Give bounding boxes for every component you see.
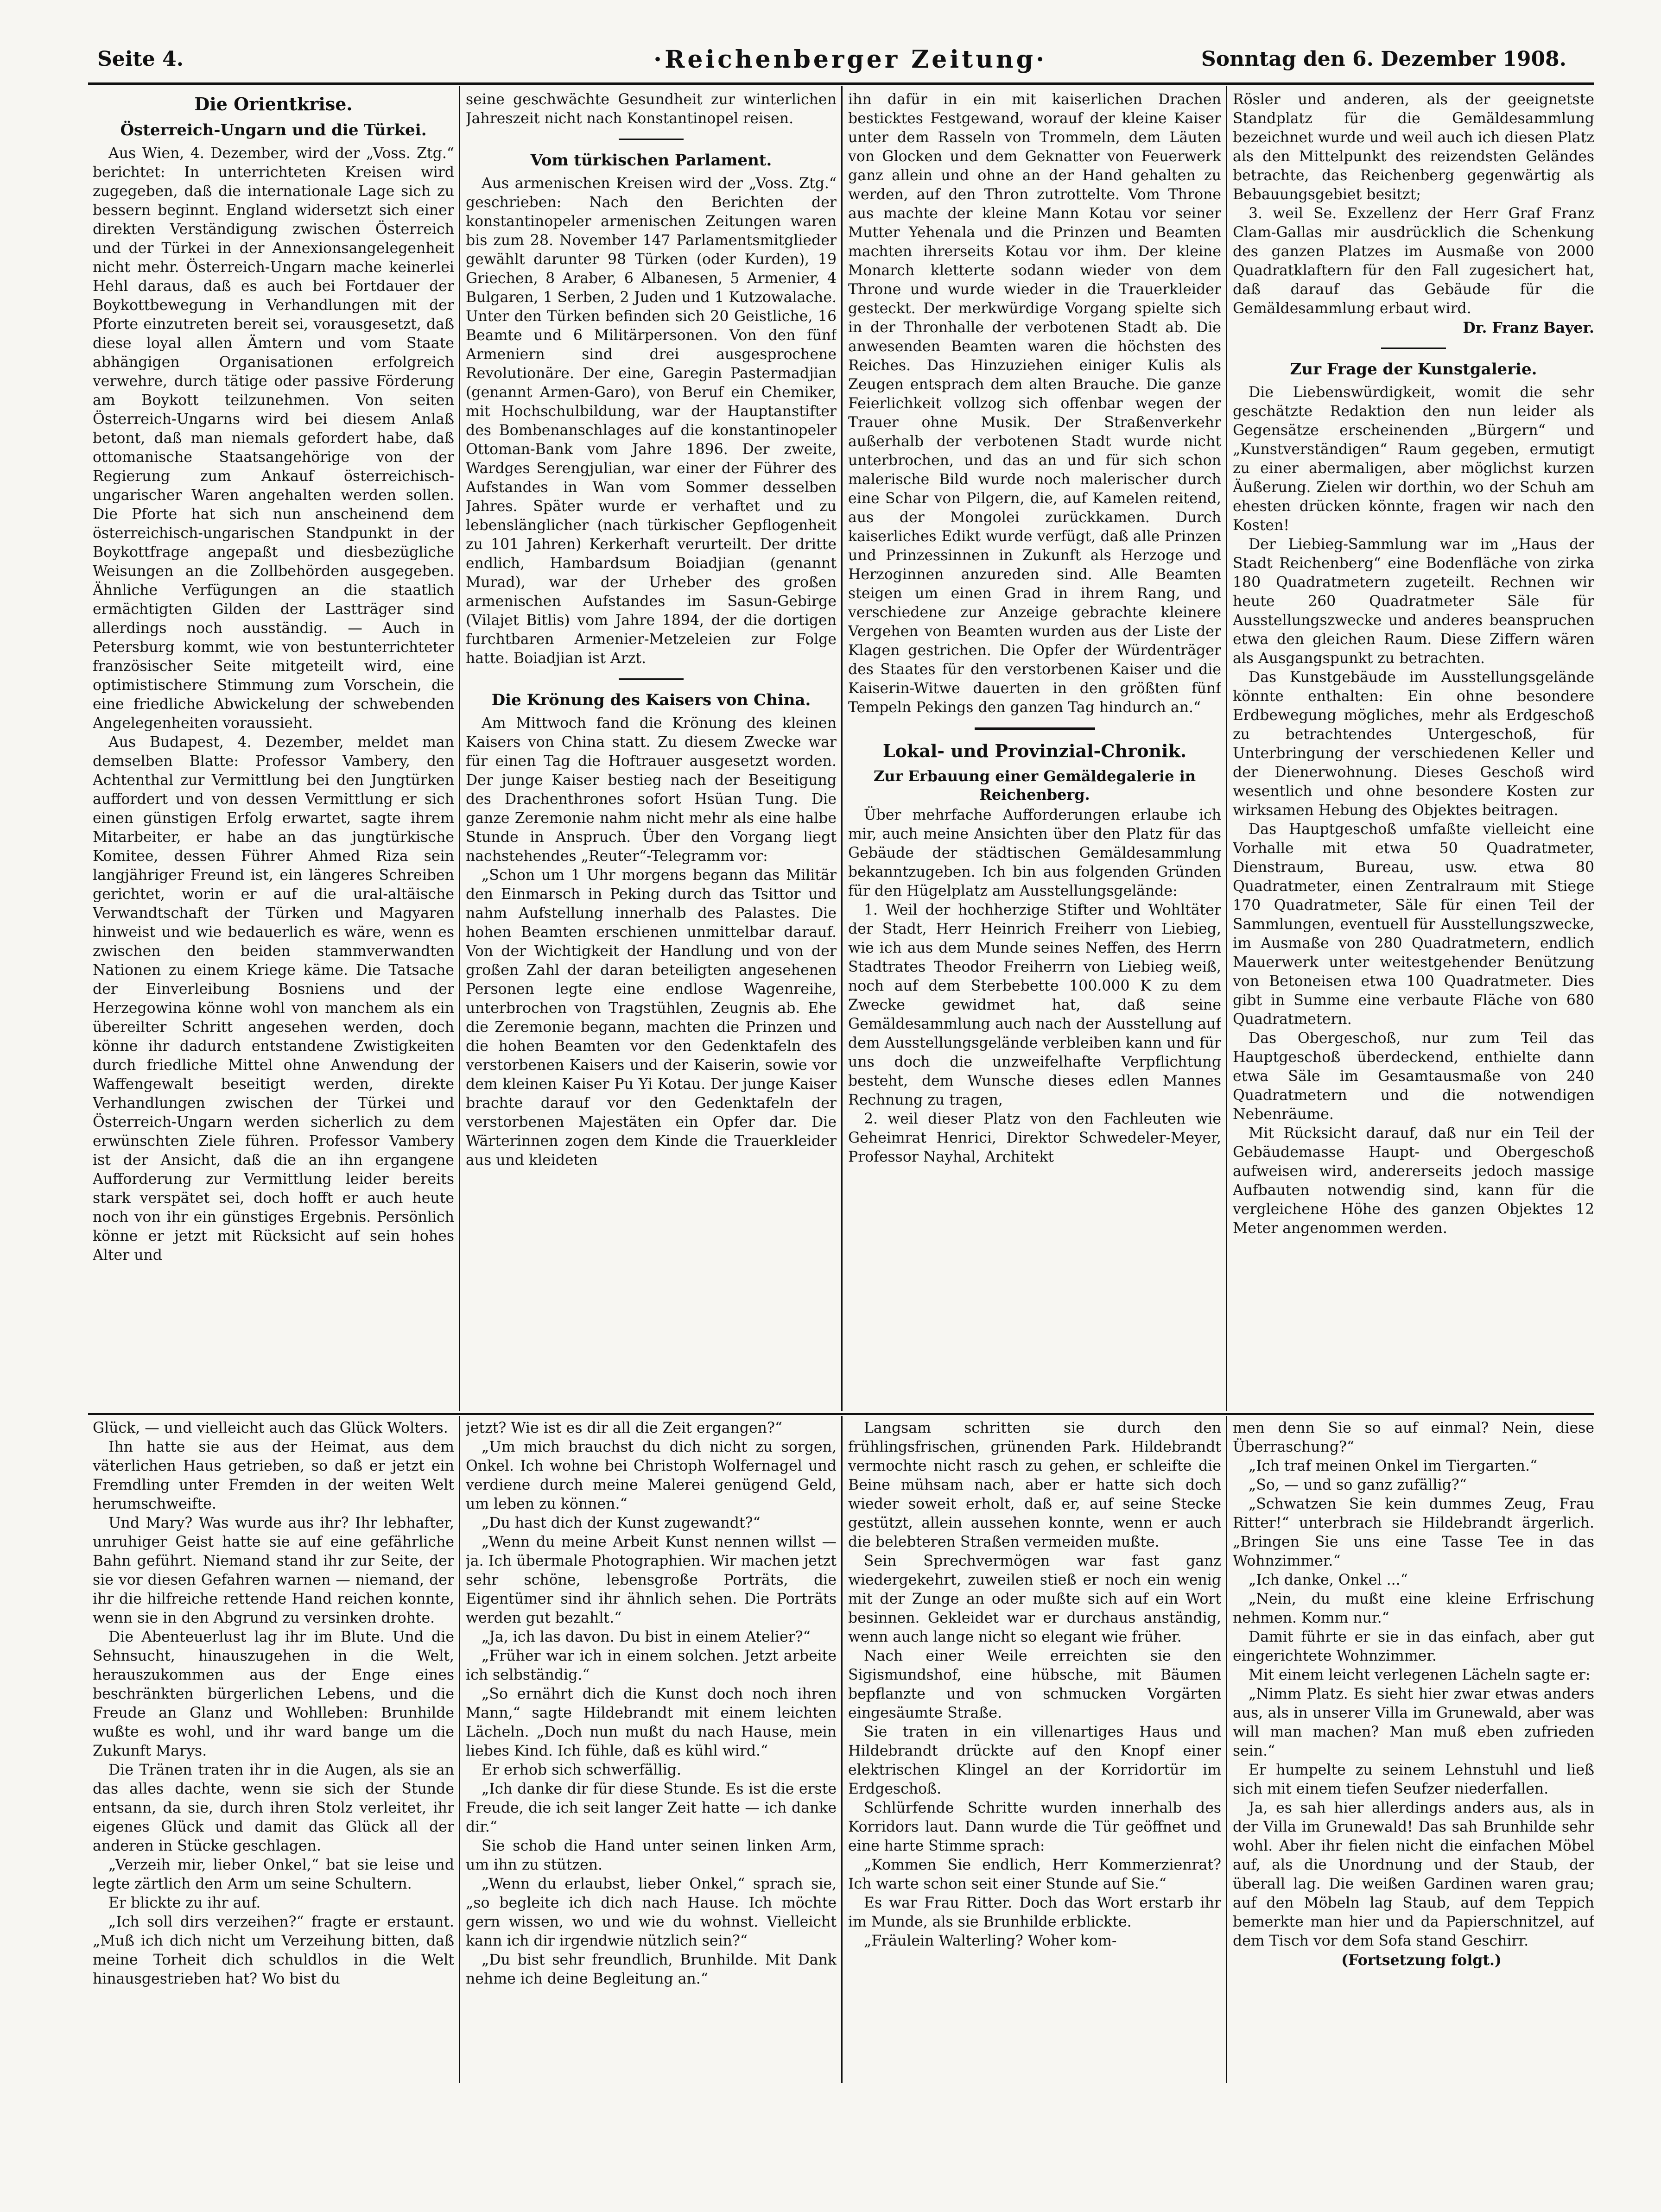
separator (619, 678, 684, 680)
paragraph: „Nein, du mußt eine kleine Erfrischung nehmen. Komm nur.“ (1233, 1591, 1594, 1626)
column-rule-1 (459, 86, 460, 1411)
paragraph: „Wenn du erlaubst, lieber Onkel,“ sprach sie, „so begleite ich dich nach Hause. Ich möchte gern wissen, wo und wie du wohnst. Vielleicht kann ich dir irgendwie nützlich sein?“ (466, 1876, 837, 1949)
paragraph: Glück, — und vielleicht auch das Glück Wolters. (93, 1420, 448, 1436)
paragraph: „Du hast dich der Kunst zugewandt?“ (482, 1515, 761, 1531)
feuilleton-column-rule-3 (1226, 1416, 1227, 2083)
page-number: Seite 4. (97, 47, 184, 71)
paragraph: Damit führte er sie in das einfach, aber gut eingerichtete Wohnzimmer. (1233, 1629, 1594, 1664)
paragraph: Nach einer Weile erreichten sie den Sigismundshof, eine hübsche, mit Bäumen bepflanzte und von schmucken Vorgärten eingesäumte Straße. (848, 1648, 1221, 1721)
article-title: Zur Erbauung einer Gemäldegalerie in Reichenberg. (873, 767, 1196, 803)
paragraph: Und Mary? Was wurde aus ihr? Ihr lebhafter, unruhiger Geist hatte sie auf eine gefährliche Bahn geführt. Niemand stand ihr zur Seite, der sie vor diesen Gefahren warnen — niemand, der ihr die hilfreiche rettende Hand reichen konnte, wenn sie in den Abgrund zu versinken drohte. (93, 1515, 454, 1626)
paragraph: Die Tränen traten ihr in die Augen, als sie an das alles dachte, wenn sie sich der Stunde entsann, da sie, durch ihren Stolz verleitet, ihr eigenes Glück und damit das Glück all der anderen in Stücke geschlagen. (93, 1762, 454, 1854)
separator (975, 727, 1095, 730)
column-rule-3 (1226, 86, 1227, 1411)
feuilleton-column-2 (466, 1419, 837, 2081)
paragraph: „Fräulein Walterling? Woher kom- (864, 1933, 1117, 1949)
paragraph: Ihn hatte sie aus der Heimat, aus dem väterlichen Haus getrieben, so daß er jetzt ein Fremdling unter Fremden in der weiten Welt herumschweifte. (93, 1439, 454, 1512)
column-rule-2 (841, 86, 843, 1411)
article-title: Die Krönung des Kaisers von China. (491, 691, 811, 709)
paragraph: „Wenn du meine Arbeit Kunst nennen willst — ja. Ich übermale Photographien. Wir machen jetzt sehr schöne, lebensgroße Porträts, die Eigentümer sind ihr ähnlich sehen. Die Porträts werden gut bezahlt.“ (466, 1534, 837, 1626)
page-header (70, 44, 1585, 82)
section-title: Lokal- und Provinzial-Chronik. (882, 740, 1187, 761)
article-subtitle: Österreich-Ungarn und die Türkei. (120, 121, 427, 139)
paragraph: Sie traten in ein villenartiges Haus und Hildebrandt drückte auf den Knopf einer elektrischen Klingel an der Korridortür im Erdgeschoß. (848, 1724, 1221, 1797)
paragraph: Aus Budapest, 4. Dezember, meldet man demselben Blatte: Professor Vambery, den Achtenthal zur Vermittlung bei den Jungtürken auffordert und von dessen Vermittlung er sich einen günstigen Erfolg erwartet, sagte ihrem Mitarbeiter, er habe an das jungtürkische Komitee, dessen Führer Ahmed Riza sein langjähriger Freund ist, ein längeres Schreiben gerichtet, worin er auf die ural-altäische Verwandtschaft der Türken und Magyaren hinweist und wie bedauerlich es wäre, wenn es zwischen den beiden stammverwandten Nationen zu einem Kriege käme. Die Tatsache der Einverleibung Bosniens und der Herzegowina könne wohl von manchem als ein übereilter Schritt angesehen werden, doch könne ihr dadurch entstandene Zwistigkeiten durch friedliche Mittel ohne Anwendung der Waffengewalt beseitigt werden, direkte Verhandlungen zwischen der Türkei und Österreich-Ungarn werden sicherlich zu dem erwünschten Ziele führen. Professor Vambery ist der Ansicht, daß die an ihn ergangene Aufforderung zur Vermittlung leider bereits stark verspätet sei, doch hofft er auch heute noch von ihr ein günstiges Ergebnis. Persönlich könne er jetzt mit Rücksicht auf sein hohes Alter und (93, 734, 454, 1264)
paragraph: „Ich danke dir für diese Stunde. Es ist die erste Freude, die ich seit langer Zeit hatte — ich danke dir.“ (466, 1781, 837, 1835)
feuilleton-column-3 (848, 1419, 1221, 2081)
paragraph: „Verzeih mir, lieber Onkel,“ bat sie leise und legte zärtlich den Arm um seine Schultern. (93, 1857, 454, 1892)
paragraph: seine geschwächte Gesundheit zur winterlichen Jahreszeit nicht nach Konstantinopel reisen. (466, 91, 837, 127)
paragraph: Sie schob die Hand unter seinen linken Arm, um ihn zu stützen. (466, 1838, 837, 1873)
header-rule (88, 82, 1594, 85)
issue-date: Sonntag den 6. Dezember 1908. (1201, 47, 1566, 71)
paragraph: Er blickte zu ihr auf. (108, 1895, 261, 1911)
paragraph: 2. weil dieser Platz von den Fachleuten wie Geheimrat Henrici, Direktor Schwedeler-Meyer, Professor Nayhal, Architekt (848, 1111, 1221, 1165)
column-4 (1233, 90, 1594, 1411)
feuilleton-column-1 (93, 1419, 454, 2081)
feuilleton-column-4 (1233, 1419, 1594, 2081)
paragraph: Schlürfende Schritte wurden innerhalb des Korridors laut. Dann wurde die Tür geöffnet und eine harte Stimme sprach: (848, 1800, 1221, 1854)
paragraph: Es war Frau Ritter. Doch das Wort erstarb ihr im Munde, als sie Brunhilde erblickte. (848, 1895, 1221, 1930)
paragraph: Am Mittwoch fand die Krönung des kleinen Kaisers von China statt. Zu diesem Zwecke war für einen Tag die Hoftrauer ausgesetzt worden. Der junge Kaiser bestieg nach der Beseitigung des Drachenthrones sofort Hsüan Tung. Die ganze Zeremonie nahm nicht mehr als eine halbe Stunde in Anspruch. Über den Vorgang liegt nachstehendes „Reuter“-Telegramm vor: (466, 715, 837, 865)
paragraph: Mit Rücksicht darauf, daß nur ein Teil der Gebäudemasse Haupt- und Obergeschoß aufweisen wird, andererseits jedoch massige Aufbauten notwendig sind, kann für die vergleichene Höhe des ganzen Objektes 12 Meter angenommen werden. (1233, 1125, 1594, 1237)
paragraph: Die Liebenswürdigkeit, womit die sehr geschätzte Redaktion den nun leider als Gegensätze erscheinenden „Bürgern“ und „Kunstverständigen“ Raum gegeben, ermutigt zu einer abermaligen, aber möglichst kurzen Äußerung. Zielen wir dorthin, wo der Schuh am ehesten drücken könnte, fragen wir nach den Kosten! (1233, 384, 1594, 534)
paragraph: „So ernährt dich die Kunst doch noch ihren Mann,“ sagte Hildebrandt mit einem leichten Lächeln. „Doch nun mußt du nach Hause, mein liebes Kind. Ich fühle, daß es kühl wird.“ (466, 1686, 837, 1759)
separator (1381, 348, 1446, 349)
paragraph: „Schwatzen Sie kein dummes Zeug, Frau Ritter!“ unterbrach sie Hildebrandt ärgerlich. „Bringen Sie uns eine Tasse Tee in das Wohnzimmer.“ (1233, 1496, 1594, 1569)
paragraph: „Du bist sehr freundlich, Brunhilde. Mit Dank nehme ich deine Begleitung an.“ (466, 1952, 837, 1987)
paragraph: Das Kunstgebäude im Ausstellungsgelände könnte enthalten: Ein ohne besondere Erdbewegung mögliches, mehr als Erdgeschoß zu betrachtendes Untergeschoß, für Unterbringung der verschiedenen Keller und der Dienerwohnung. Dieses Geschoß wird wesentlich und ohne besondere Kosten zur wirksamen Hebung des Objektes beitragen. (1233, 669, 1594, 819)
paragraph: „Ich danke, Onkel ...“ (1249, 1572, 1408, 1588)
paragraph: jetzt? Wie ist es dir all die Zeit ergangen?“ (466, 1420, 782, 1436)
paragraph: Langsam schritten sie durch den frühlingsfrischen, grünenden Park. Hildebrandt vermochte nicht rasch zu gehen, er schleifte die Beine mühsam nach, aber er hatte sich doch wieder soweit erholt, daß er, auf seine Stecke gestützt, allein aussehen konnte, wenn er auch die belebteren Straßen vermeiden mußte. (848, 1420, 1221, 1550)
paragraph: men denn Sie so auf einmal? Nein, diese Überraschung?“ (1233, 1420, 1594, 1455)
article-title: Vom türkischen Parlament. (530, 151, 772, 170)
paragraph: „Ich traf meinen Onkel im Tiergarten.“ (1249, 1458, 1538, 1474)
paragraph: Aus armenischen Kreisen wird der „Voss. Ztg.“ geschrieben: Nach den Berichten der konstantinopeler armenischen Zeitungen waren bis zum 28. November 147 Parlamentsmitglieder gewählt darunter 98 Türken (oder Kurden), 19 Griechen, 8 Araber, 6 Albanesen, 5 Armenier, 4 Bulgaren, 1 Serben, 2 Juden und 1 Kutzowalache. Unter den Türken befinden sich 20 Geistliche, 16 Beamte und 6 Militärpersonen. Von den fünf Armeniern sind drei ausgesprochene Revolutionäre. Der eine, Garegin Pastermadjian (genannt Armen-Garo), von Beruf ein Chemiker, mit Hochschulbildung, war der Hauptanstifter des Bombenanschlages auf die konstantinopeler Ottoman-Bank vom Jahre 1896. Der zweite, Wardges Serengjulian, war einer der Führer des Aufstandes in Wan vom Sommer desselben Jahres. Später wurde er verhaftet und zu lebenslänglicher (nach türkischer Gepflogenheit zu 101 Jahren) Kerkerhaft verurteilt. Der dritte endlich, Hambardsum Boiadjian (genannt Murad), war der Urheber des großen armenischen Aufstandes im Sasun-Gebirge (Vilajet Bitlis) vom Jahre 1894, der die dortigen furchtbaren Armenier-Metzeleien zur Folge hatte. Boiadjian ist Arzt. (466, 175, 837, 667)
paragraph: Die Abenteuerlust lag ihr im Blute. Und die Sehnsucht, hinauszugehen in die Welt, herauszukommen aus der Enge eines beschränkten bürgerlichen Lebens, und die Freude an Glanz und Wohlleben: Brunhilde wußte es wohl, und ihr ward bange um die Zukunft Marys. (93, 1629, 454, 1759)
paragraph: Ja, es sah hier allerdings anders aus, als in der Villa im Grunewald! Das sah Brunhilde sehr wohl. Aber ihr fielen nicht die einfachen Möbel auf, als die Unordnung und der Staub, der überall lag. Die weißen Gardinen waren grau; auf den Möbeln lag Staub, auf dem Teppich bemerkte man hier und da Papierschnitzel, auf dem Tisch vor dem Sofa stand Geschirr. (1233, 1800, 1594, 1949)
paragraph: „Ja, ich las davon. Du bist in einem Atelier?“ (482, 1629, 811, 1645)
continued-note: (Fortsetzung folgt.) (1341, 1952, 1502, 1969)
paragraph: 1. Weil der hochherzige Stifter und Wohltäter der Stadt, Herr Heinrich Freiherr von Liebieg, wie ich aus dem Munde seines Neffen, des Herrn Stadtrates Theodor Freiherrn von Liebieg weiß, noch auf dem Sterbebette 100.000 K zu dem Zwecke gewidmet hat, daß seine Gemäldesammlung auch nach der Ausstellung auf dem Ausstellungsgelände verbleiben kann und für uns doch die unzweifelhafte Verpflichtung besteht, dem Wunsche dieses edlen Mannes Rechnung zu tragen, (848, 902, 1221, 1108)
paragraph: „Um mich brauchst du dich nicht zu sorgen, Onkel. Ich wohne bei Christoph Wolfernagel und verdiene durch meine Malerei genügend Geld, um leben zu können.“ (466, 1439, 837, 1512)
paragraph: Das Hauptgeschoß umfaßte vielleicht eine Vorhalle mit etwa 50 Quadratmeter, Dienstraum, Bureau, usw. etwa 80 Quadratmeter, einen Zentralraum mit Stiege 170 Quadratmeter, Säle für einen Teil der Sammlungen, eventuell für Ausstellungszwecke, im Ausmaße von 280 Quadratmetern, endlich Mauerwerk unter weitestgehender Benützung von Betoneisen etwa 100 Quadratmeter. Dies gibt in Summe eine verbaute Fläche von 680 Quadratmetern. (1233, 821, 1594, 1028)
paragraph: Sein Sprechvermögen war fast ganz wiedergekehrt, zuweilen stieß er noch ein wenig mit der Zunge an oder mußte sich auf ein Wort besinnen. Gekleidet war er durchaus anständig, wenn auch lange nicht so elegant wie früher. (848, 1553, 1221, 1645)
paragraph: Über mehrfache Aufforderungen erlaube ich mir, auch meine Ansichten über den Platz für das Gebäude der städtischen Gemäldesammlung bekanntzugeben. Ich bin aus folgenden Gründen für den Hügelplatz am Ausstellungsgelände: (848, 807, 1221, 899)
article-title: Zur Frage der Kunstgalerie. (1290, 360, 1537, 379)
separator (619, 139, 684, 140)
paragraph: „Schon um 1 Uhr morgens begann das Militär den Einmarsch in Peking durch das Tsittor und nahm Aufstellung innerhalb des Palastes. Die hohen Beamten erschienen unmittelbar darauf. Von der Wichtigkeit der Handlung und von der großen Zahl der daran beteiligten angesehenen Personen legte eine endlose Wagenreihe, unterbrochen von Tragstühlen, Zeugnis ab. Ehe die Zeremonie begann, machten die Prinzen und die hohen Beamten vor den Gedenktafeln des verstorbenen Kaisers und der Kaiserin, sowie vor dem kleinen Kaiser Pu Yi Kotau. Der junge Kaiser brachte darauf vor den Gedenktafeln der verstorbenen Majestäten ein Opfer dar. Die Wärterinnen zogen dem Kinde die Trauerkleider aus und kleideten (466, 867, 837, 1169)
paragraph: „Früher war ich in einem solchen. Jetzt arbeite ich selbständig.“ (466, 1648, 837, 1683)
paragraph: 3. weil Se. Exzellenz der Herr Graf Franz Clam-Gallas mir ausdrücklich die Schenkung des ganzen Platzes im Ausmaße von 2000 Quadratklaftern für den Fall zugesichert hat, daß darauf das Gebäude für die Gemäldesammlung erbaut wird. (1233, 205, 1594, 317)
paragraph: Rösler und anderen, als der geeignetste Standplatz für die Gemäldesammlung bezeichnet wurde und weil auch ich diesen Platz als den Mittelpunkt des reizendsten Geländes betrachte, das Reichenberg gegenwärtig als Bebauungsgebiet besitzt; (1233, 91, 1594, 203)
paragraph: „Ich soll dirs verzeihen?“ fragte er erstaunt. „Muß ich dich nicht um Verzeihung bitten, daß meine Torheit dich schuldlos in die Welt hinausgestrieben hat? Wo bist du (93, 1914, 454, 1987)
column-2 (466, 90, 837, 1411)
paragraph: „Kommen Sie endlich, Herr Kommerzienrat? Ich warte schon seit einer Stunde auf Sie.“ (848, 1857, 1221, 1892)
paragraph: Der Liebieg-Sammlung war im „Haus der Stadt Reichenberg“ eine Bodenfläche von zirka 180 Quadratmetern zugeteilt. Rechnen wir heute 260 Quadratmeter Säle für Ausstellungszwecke und anderes beanspruchen etwa den gleichen Raum. Diese Ziffern wären als Ausgangspunkt zu betrachten. (1233, 536, 1594, 667)
paragraph: „So, — und so ganz zufällig?“ (1249, 1477, 1467, 1493)
article-title: Die Orientkrise. (194, 94, 353, 114)
masthead: ·Reichenberger Zeitung· (653, 45, 1047, 74)
signature: Dr. Franz Bayer. (1463, 319, 1594, 336)
feuilleton-column-rule-1 (459, 1416, 460, 2083)
paragraph: Er humpelte zu seinem Lehnstuhl und ließ sich mit einem tiefen Seufzer niederfallen. (1233, 1762, 1594, 1797)
paragraph: Aus Wien, 4. Dezember, wird der „Voss. Ztg.“ berichtet: In unterrichteten Kreisen wird zugegeben, daß die internationale Lage sich zu bessern beginnt. England widersetzt sich einer direkten Verständigung zwischen Österreich und der Türkei in der Annexionsangelegenheit nicht mehr. Österreich-Ungarn mache keinerlei Hehl daraus, daß es auch bei Fortdauer der Boykottbewegung in Verhandlungen mit der Pforte einzutreten bereit sei, vorausgesetzt, daß diese loyal allen Ämtern und vom Staate abhängigen Organisationen erfolgreich verwehre, durch tätige oder passive Förderung am Boykott teilzunehmen. Von seiten Österreich-Ungarns wird bei diesem Anlaß betont, daß man niemals gefordert habe, daß ottomanische Staatsangehörige von der Regierung zum Ankauf österreichisch-ungarischer Waren angehalten werden sollen. Die Pforte hat sich nun anscheinend dem österreichisch-ungarischen Standpunkt in der Boykottfrage angepaßt und diesbezügliche Weisungen an die Zollbehörden ausgegeben. Ähnliche Verfügungen an die staatlich ermächtigten Gilden der Lastträger sind allerdings noch ausständig. — Auch in Petersburg kommt, wie von bestunterrichteter französischer Seite mitgeteilt wird, eine optimistischere Stimmung zum Vorschein, die eine friedliche Abwickelung der schwebenden Angelegenheiten voraussieht. (93, 145, 454, 732)
column-3 (848, 90, 1221, 1411)
paragraph: Das Obergeschoß, nur zum Teil das Hauptgeschoß überdeckend, enthielte dann etwa Säle im Gesamtausmaße von 240 Quadratmetern und die notwendigen Nebenräume. (1233, 1030, 1594, 1123)
paragraph: ihn dafür in ein mit kaiserlichen Drachen besticktes Festgewand, worauf der kleine Kaiser unter dem Rasseln von Trommeln, dem Läuten von Glocken und dem Geknatter von Feuerwerk ganz allein und ohne an der Hand gehalten zu werden, auf den Thron zutrottelte. Vom Throne aus machte der kleine Mann Kotau vor seiner Mutter Yehenala und die Prinzen und Beamten machten ihrerseits Kotau vor ihm. Der kleine Monarch kletterte sodann wieder von dem Throne und wurde wieder in die Trauerkleider gesteckt. Der merkwürdige Vorgang spielte sich in der Thronhalle der verbotenen Stadt ab. Die anwesenden Beamten waren die höchsten des Reiches. Das Hinzuziehen einiger Kulis als Zeugen entsprach dem alten Brauche. Die ganze Feierlichkeit vollzog sich offenbar wegen der Trauer ohne Musik. Der Straßenverkehr außerhalb der verbotenen Stadt wurde nicht unterbrochen, und das an und für sich schon malerische Bild wurde noch malerischer durch eine Schar von Pilgern, die, auf Kamelen reitend, aus der Mongolei zurückkamen. Durch kaiserliches Edikt wurde verfügt, daß alle Prinzen und Prinzessinnen in Zukunft als Herzoge und Herzoginnen anzureden sind. Alle Beamten steigen um einen Grad in ihrem Rang, und verschiedene zur Anzeige gebrachte kleinere Vergehen von Beamten wurden aus der Liste der Klagen gestrichen. Die Opfer der Würdenträger des Staates für den verstorbenen Kaiser und die Kaiserin-Witwe dauerten in den größten fünf Tempeln Pekings den ganzen Tag hindurch an.“ (848, 91, 1221, 716)
paragraph: „Nimm Platz. Es sieht hier zwar etwas anders aus, als in unserer Villa im Grunewald, aber was will man machen? Man muß eben zufrieden sein.“ (1233, 1686, 1594, 1759)
feuilleton-rule (88, 1413, 1594, 1415)
paragraph: Er erhob sich schwerfällig. (482, 1762, 681, 1778)
column-1 (93, 90, 454, 1411)
paragraph: Mit einem leicht verlegenen Lächeln sagte er: (1249, 1667, 1591, 1683)
feuilleton-column-rule-2 (841, 1416, 843, 2083)
